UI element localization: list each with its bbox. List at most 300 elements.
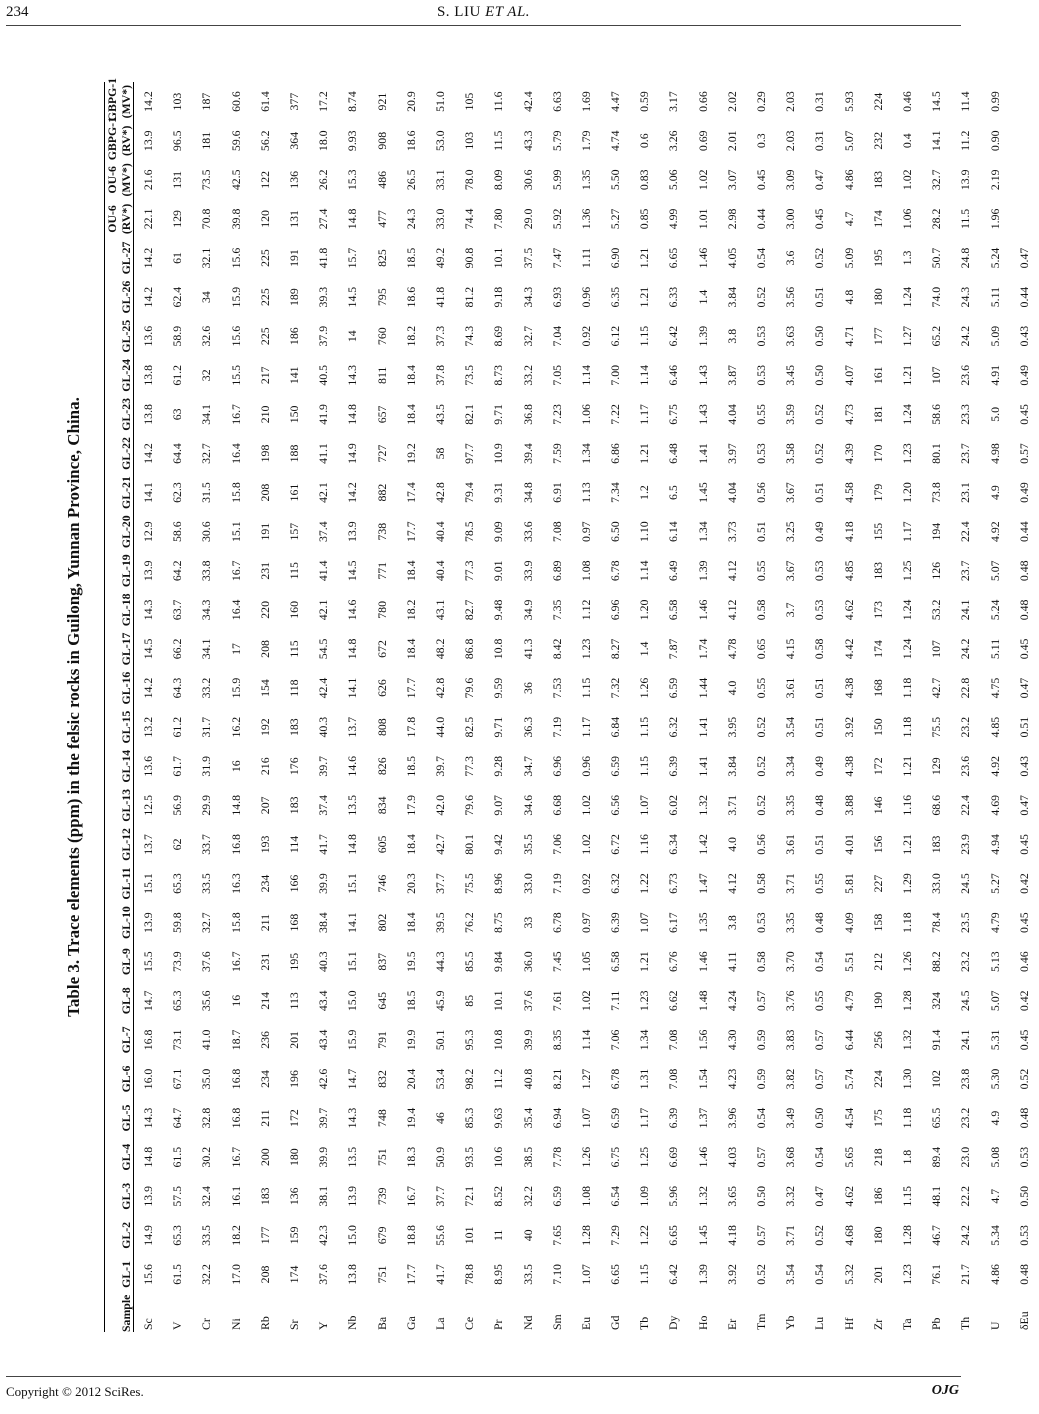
table-cell: 16.3 [228, 873, 243, 894]
table-cell: 156 [870, 835, 885, 854]
table-cell: 1.20 [636, 599, 651, 621]
table-cell: 90.8 [461, 247, 476, 269]
table-cell: 114 [286, 835, 301, 854]
table-cell: 96.5 [169, 130, 184, 152]
table-cell: 129 [928, 757, 943, 776]
table-cell: 3.63 [782, 325, 797, 347]
table-cell: 1.41 [695, 443, 710, 464]
table-cell: 95.3 [461, 1029, 476, 1051]
table-cell: 0.92 [578, 325, 593, 347]
table-cell: 24.3 [957, 286, 972, 308]
table-cell: 115 [286, 562, 301, 580]
table-cell: 3.45 [782, 364, 797, 386]
table-cell: 7.80 [490, 208, 505, 230]
table-cell: 3.59 [782, 404, 797, 425]
table-cell: 9.28 [490, 755, 505, 777]
table-cell: 40.4 [432, 521, 447, 542]
element-label: Hf [841, 1317, 856, 1330]
table-cell: 39.4 [520, 443, 535, 464]
table-cell: 64.7 [169, 1107, 184, 1129]
table-row [133, 82, 163, 1332]
table-cell: 32.7 [928, 169, 943, 191]
table-cell: 15.9 [228, 286, 243, 308]
table-cell: 24.3 [403, 208, 418, 230]
table-cell: 13.5 [344, 1146, 359, 1168]
table-cell: 183 [286, 796, 301, 815]
table-cell: 0.49 [1009, 356, 1039, 395]
table-cell: 1.07 [578, 1264, 593, 1285]
table-cell: 10.8 [490, 638, 505, 660]
table-cell: 14.2 [140, 247, 155, 269]
table-cell: 882 [374, 483, 389, 502]
table-cell: 225 [257, 288, 272, 306]
table-cell: 7.78 [549, 1146, 564, 1168]
table-cell: 7.47 [549, 247, 564, 269]
table-cell: 78.8 [461, 1264, 476, 1285]
table-cell: 5.50 [607, 169, 622, 191]
table-cell: 86.8 [461, 638, 476, 660]
table-cell: 131 [286, 210, 301, 228]
table-cell: 1.32 [695, 1185, 710, 1207]
table-cell: 39.3 [315, 286, 330, 308]
table-cell: 4.04 [724, 482, 739, 503]
table-cell: 14.8 [228, 795, 243, 816]
table-cell: 14.5 [344, 560, 359, 582]
table-cell: 5.31 [987, 1029, 1002, 1051]
table-cell: 36.0 [520, 951, 535, 973]
element-label: Sr [286, 1319, 301, 1330]
table-cell: 40 [520, 1229, 535, 1242]
table-cell: 15.3 [344, 169, 359, 191]
table-cell: 3.68 [782, 1146, 797, 1168]
table-cell: 1.21 [636, 443, 651, 464]
table-cell: 5.24 [987, 599, 1002, 621]
table-cell: 159 [286, 1226, 301, 1245]
table-cell: 22.2 [957, 1185, 972, 1207]
table-cell: 0.42 [1009, 864, 1039, 903]
table-cell: 0.92 [578, 873, 593, 894]
table-cell: 36.3 [520, 716, 535, 738]
table-cell: 7.08 [549, 521, 564, 542]
table-cell: 4.58 [841, 482, 856, 503]
table-cell: 7.10 [549, 1264, 564, 1285]
table-cell: 3.49 [782, 1107, 797, 1129]
table-cell: 18.4 [403, 404, 418, 425]
table-cell: 5.99 [549, 169, 564, 191]
column-header-line2: GL-21 [119, 473, 134, 512]
table-cell: 1.32 [695, 795, 710, 816]
table-cell: 3.56 [782, 286, 797, 308]
table-cell: 1.15 [636, 716, 651, 738]
table-cell: 6.39 [665, 1107, 680, 1129]
table-cell: 4.91 [987, 364, 1002, 386]
table-cell: 7.22 [607, 404, 622, 425]
table-cell: 16.8 [140, 1029, 155, 1051]
table-cell: 1.23 [899, 1264, 914, 1285]
table-cell: 14.9 [140, 1225, 155, 1246]
table-cell: 61.2 [169, 716, 184, 738]
table-cell: 1.21 [899, 755, 914, 777]
table-cell: 5.09 [841, 247, 856, 269]
running-header [0, 4, 967, 21]
table-cell: 72.1 [461, 1185, 476, 1207]
table-cell: 14.3 [344, 364, 359, 386]
table-cell: 34.8 [520, 482, 535, 503]
table-cell: 1.14 [578, 1029, 593, 1051]
table-cell: 4.38 [841, 755, 856, 777]
table-cell: 0.45 [1009, 825, 1039, 864]
table-cell: 67.1 [169, 1068, 184, 1090]
table-cell: 154 [257, 679, 272, 697]
table-cell: 34 [198, 291, 213, 304]
element-label: Dy [665, 1315, 680, 1330]
table-cell: 4.18 [841, 521, 856, 542]
table-cell: 605 [374, 835, 389, 854]
table-cell: 48.2 [432, 638, 447, 660]
table-cell: 1.46 [695, 1146, 710, 1168]
table-cell: 0.53 [753, 912, 768, 933]
table-cell: 115 [286, 640, 301, 658]
table-cell: 15.5 [228, 364, 243, 386]
table-cell: 1.17 [636, 1107, 651, 1129]
table-cell: 17.8 [403, 716, 418, 738]
table-cell: 1.43 [695, 364, 710, 386]
table-cell: 19.5 [403, 951, 418, 973]
table-cell: 679 [374, 1226, 389, 1245]
table-cell [1009, 82, 1039, 121]
element-label: Ce [461, 1316, 476, 1330]
table-cell: 4.8 [841, 289, 856, 305]
table-cell: 39.9 [315, 873, 330, 894]
table-cell: 20.3 [403, 873, 418, 894]
table-cell: 6.90 [607, 247, 622, 269]
table-cell: 18.4 [403, 638, 418, 660]
table-cell: 6.78 [607, 560, 622, 582]
table-cell: 5.81 [841, 873, 856, 894]
table-cell: 3.6 [782, 250, 797, 266]
table-cell: 1.39 [695, 325, 710, 347]
table-cell: 0.97 [578, 521, 593, 542]
table-cell: 1.08 [578, 1185, 593, 1207]
table-cell: 35.4 [520, 1107, 535, 1129]
table-cell: 1.31 [636, 1068, 651, 1090]
table-cell: 74.0 [928, 286, 943, 308]
table-cell: 6.93 [549, 286, 564, 308]
table-cell: 41.4 [315, 560, 330, 582]
table-cell: 113 [286, 992, 301, 1010]
table-cell: 4.79 [987, 912, 1002, 933]
table-cell: 15.0 [344, 990, 359, 1012]
table-cell: 101 [461, 1226, 476, 1245]
table-cell: 4.94 [987, 834, 1002, 855]
table-cell: 1.28 [578, 1225, 593, 1246]
table-cell: 7.23 [549, 404, 564, 425]
table-cell: 0.45 [1009, 395, 1039, 434]
table-cell: 6.34 [665, 834, 680, 855]
table-cell: 33.2 [198, 677, 213, 699]
author-etal: ET AL. [485, 4, 531, 20]
column-header-line2: GL-11 [119, 864, 134, 903]
element-label: U [987, 1321, 1002, 1330]
column-header-line2: GL-13 [119, 786, 134, 825]
table-cell: 6.32 [665, 716, 680, 738]
table-cell: 13.7 [344, 716, 359, 738]
table-cell: 21.6 [140, 169, 155, 191]
column-header-line2: GL-18 [119, 590, 134, 629]
table-cell: 6.59 [665, 677, 680, 699]
table-cell: 39.7 [315, 755, 330, 777]
table-cell: 62.4 [169, 286, 184, 308]
table-cell: 5.07 [987, 560, 1002, 582]
table-cell: 3.07 [724, 169, 739, 191]
table-cell: 10.6 [490, 1146, 505, 1168]
table-cell: 41.7 [315, 834, 330, 855]
table-cell: 16.7 [228, 1146, 243, 1168]
table-cell: 0.85 [636, 208, 651, 230]
table-cell: 9.07 [490, 795, 505, 816]
table-cell: 0.43 [1009, 317, 1039, 356]
table-cell: 13.9 [140, 130, 155, 152]
table-cell: 65.3 [169, 990, 184, 1012]
column-header-line1 [104, 903, 119, 942]
table-cell: 0.58 [753, 873, 768, 894]
table-cell: 26.5 [403, 169, 418, 191]
column-header-line1 [104, 1020, 119, 1059]
table-cell: 211 [257, 913, 272, 932]
table-cell: 43.4 [315, 1029, 330, 1051]
column-header-line2: GL-1 [119, 1255, 134, 1294]
table-cell: 6.76 [665, 951, 680, 973]
table-cell: 7.19 [549, 873, 564, 894]
table-cell: 7.53 [549, 677, 564, 699]
table-cell: 834 [374, 796, 389, 815]
table-cell: 168 [870, 679, 885, 697]
table-cell: 191 [286, 249, 301, 267]
table-cell: 53.0 [432, 130, 447, 152]
column-header-line2: GL-7 [119, 1020, 134, 1059]
table-cell: 39.9 [520, 1029, 535, 1051]
table-cell: 18.4 [403, 834, 418, 855]
element-label: Cr [198, 1318, 213, 1330]
table-cell: 1.07 [578, 1107, 593, 1129]
table-cell: 5.08 [987, 1146, 1002, 1168]
table-cell: 6.49 [665, 560, 680, 582]
table-cell: 13.2 [140, 716, 155, 738]
table-cell: 183 [870, 170, 885, 189]
table-cell: 97.7 [461, 443, 476, 464]
table-cell: 4.05 [724, 247, 739, 269]
table-cell: 3.61 [782, 677, 797, 699]
table-cell: 6.32 [607, 873, 622, 894]
table-cell: 0.96 [578, 755, 593, 777]
table-cell: 231 [257, 952, 272, 971]
table-cell: 225 [257, 327, 272, 346]
table-row [279, 82, 308, 1332]
table-cell: 175 [870, 1109, 885, 1127]
table-cell: 37.7 [432, 873, 447, 894]
table-cell: 9.01 [490, 560, 505, 582]
table-cell: 118 [286, 679, 301, 697]
table-cell: 10.8 [490, 1029, 505, 1051]
table-cell: 20.9 [403, 91, 418, 112]
table-cell: 12.5 [140, 795, 155, 816]
table-cell: 43.1 [432, 599, 447, 621]
table-row [951, 82, 980, 1332]
element-label: Tm [753, 1313, 768, 1330]
table-cell: 0.31 [811, 130, 826, 152]
element-label: Rb [257, 1316, 272, 1330]
table-cell: 37.5 [520, 247, 535, 269]
table-cell: 0.48 [1009, 1255, 1039, 1294]
table-cell: 3.35 [782, 912, 797, 933]
table-cell: 1.02 [578, 834, 593, 855]
table-cell: 23.2 [957, 951, 972, 973]
table-cell: 30.6 [198, 521, 213, 542]
table-cell: 34.1 [198, 638, 213, 660]
table-cell: 0.59 [753, 1068, 768, 1090]
table-cell: 1.27 [578, 1068, 593, 1090]
header-rule [6, 25, 961, 26]
table-cell: 4.69 [987, 795, 1002, 816]
table-cell: 183 [257, 1187, 272, 1206]
table-cell: 13.9 [140, 912, 155, 933]
table-cell: 29.0 [520, 208, 535, 230]
table-cell: 210 [257, 405, 272, 424]
table-cell: 837 [374, 952, 389, 971]
table-cell: 3.54 [782, 1264, 797, 1285]
table-cell: 0.54 [811, 1146, 826, 1168]
table-cell: 5.65 [841, 1146, 856, 1168]
table-cell: 37.9 [315, 325, 330, 347]
copyright: Copyright © 2012 SciRes. [6, 1384, 144, 1399]
table-cell: 0.29 [753, 91, 768, 112]
table-cell: 6.65 [665, 1225, 680, 1246]
table-cell: 4.03 [724, 1146, 739, 1168]
table-cell: 1.25 [899, 560, 914, 582]
table-cell: 3.87 [724, 364, 739, 386]
table-cell: 6.68 [549, 795, 564, 816]
table-cell: 14.6 [344, 599, 359, 621]
table-cell: 54.5 [315, 638, 330, 660]
table-cell: 0.50 [811, 1107, 826, 1129]
table-cell: 1.17 [899, 521, 914, 542]
table-cell: 24.5 [957, 990, 972, 1012]
table-cell: 18.5 [403, 247, 418, 269]
table-cell: 39.7 [432, 755, 447, 777]
table-cell: 24.5 [957, 873, 972, 894]
table-cell: 3.65 [724, 1185, 739, 1207]
table-cell: 1.8 [899, 1149, 914, 1165]
column-header-line1 [104, 825, 119, 864]
table-cell: 23.2 [957, 1107, 972, 1129]
table-cell: 190 [870, 991, 885, 1010]
table-cell: 1.11 [578, 247, 593, 269]
table-cell: 76.2 [461, 912, 476, 933]
table-cell: 0.52 [811, 404, 826, 425]
table-cell: 8.42 [549, 638, 564, 660]
table-cell: 8.35 [549, 1029, 564, 1051]
table-cell: 6.17 [665, 912, 680, 933]
table-cell: 1.3 [899, 250, 914, 266]
table-cell: 921 [374, 92, 389, 111]
table-cell: 63.7 [169, 599, 184, 621]
table-cell: 33 [520, 916, 535, 929]
table-cell: 15.7 [344, 247, 359, 269]
table-cell: 62 [169, 838, 184, 851]
table-cell: 1.56 [695, 1029, 710, 1051]
table-cell: 23.5 [957, 912, 972, 933]
table-cell: 11.4 [957, 91, 972, 112]
table-cell: 3.76 [782, 990, 797, 1012]
table-cell: 1.34 [578, 443, 593, 464]
table-cell: 8.95 [490, 1264, 505, 1285]
table-cell: 1.43 [695, 404, 710, 425]
table-cell: 14.3 [344, 1107, 359, 1129]
table-cell: 43.3 [520, 130, 535, 152]
table-cell: 81.2 [461, 286, 476, 308]
table-cell: 37.6 [315, 1264, 330, 1285]
table-cell: 0.52 [811, 443, 826, 464]
table-cell: 4.12 [724, 599, 739, 621]
table-cell: 24.2 [957, 1225, 972, 1246]
table-cell: 33.5 [520, 1264, 535, 1285]
table-cell: 158 [870, 913, 885, 932]
table-cell: 5.13 [987, 951, 1002, 973]
table-cell: 18.4 [403, 560, 418, 582]
table-cell: 808 [374, 718, 389, 736]
table-cell: 364 [286, 131, 301, 150]
table-cell: 1.06 [899, 208, 914, 230]
table-cell: 5.27 [987, 873, 1002, 894]
table-cell: 24.2 [957, 325, 972, 347]
table-cell: 8.27 [607, 638, 622, 660]
table-cell: 39.7 [315, 1107, 330, 1129]
table-cell: 4.85 [841, 560, 856, 582]
header-sample-spacer [104, 1294, 119, 1332]
table-cell: 33.9 [520, 560, 535, 582]
table-cell: 17 [228, 643, 243, 655]
table-cell: 196 [286, 1070, 301, 1088]
table-row [455, 82, 484, 1332]
table-cell: 0.58 [753, 599, 768, 621]
table-row [309, 82, 338, 1332]
table-cell: 0.56 [753, 482, 768, 503]
column-header-line2: GL-12 [119, 825, 134, 864]
table-cell: 1.41 [695, 716, 710, 738]
table-cell: 3.25 [782, 521, 797, 542]
table-cell: 1.21 [899, 364, 914, 386]
column-header-line1 [104, 669, 119, 708]
table-cell: 61 [169, 252, 184, 264]
table-cell: 1.15 [578, 677, 593, 699]
table-cell: 19.4 [403, 1107, 418, 1129]
table-cell: 60.6 [228, 91, 243, 112]
table-cell: 17.9 [403, 795, 418, 816]
table-cell: 13.6 [140, 325, 155, 347]
table-cell: 4.62 [841, 1185, 856, 1207]
table-cell: 4.04 [724, 404, 739, 425]
table-cell: 9.42 [490, 834, 505, 855]
table-cell: 4.62 [841, 599, 856, 621]
table-cell: 6.96 [549, 755, 564, 777]
table-cell: 23.1 [957, 482, 972, 503]
table-row [776, 82, 805, 1332]
table-cell: 791 [374, 1031, 389, 1049]
table-cell: 3.7 [782, 602, 797, 618]
table-cell: 6.58 [607, 951, 622, 973]
table-cell: 0.47 [1009, 238, 1039, 277]
table-cell: 6.78 [549, 912, 564, 933]
